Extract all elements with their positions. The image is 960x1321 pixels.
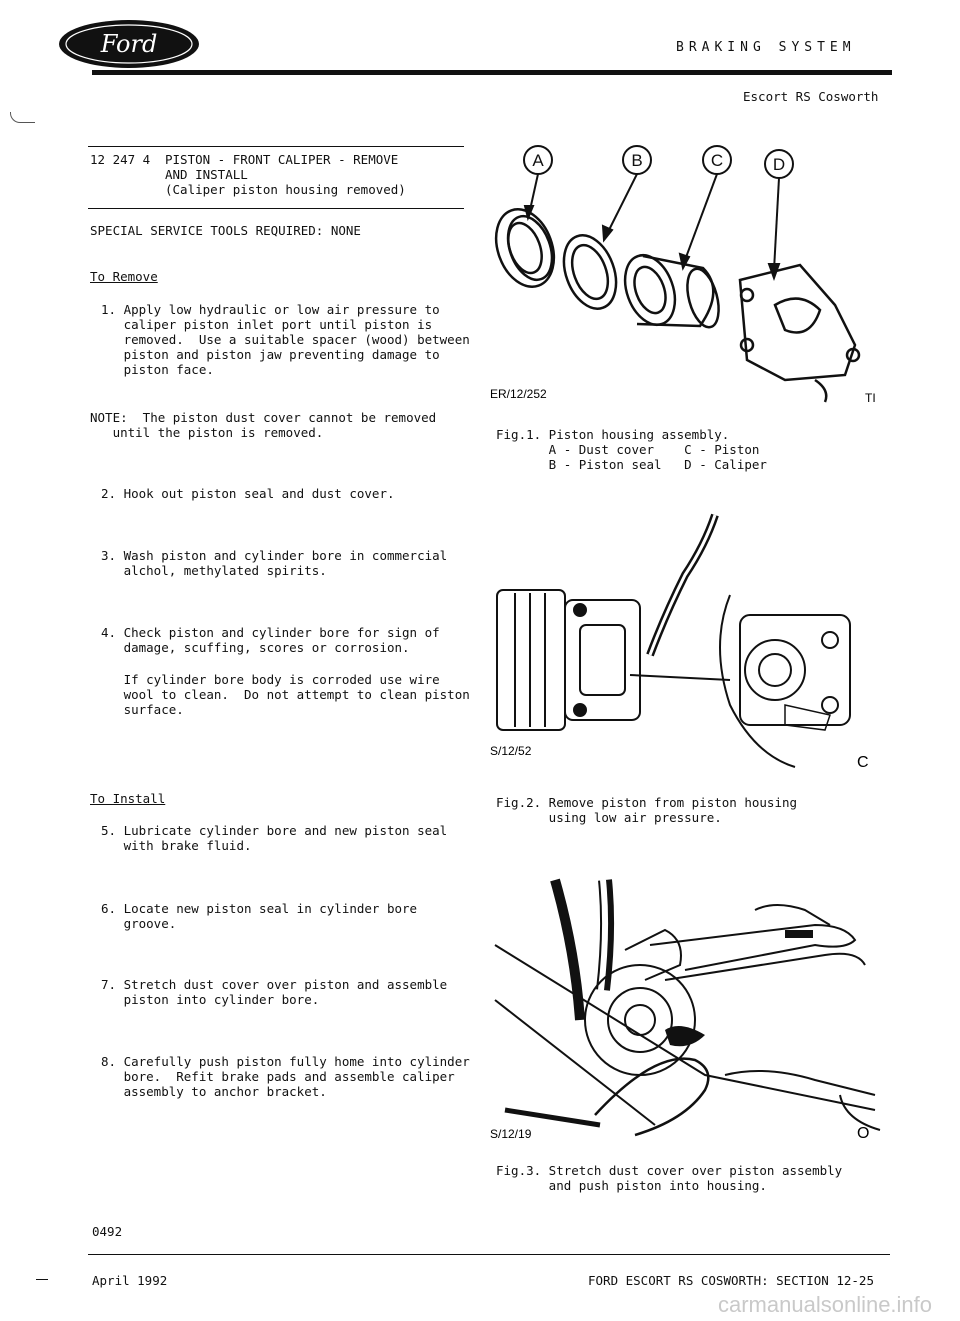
footer-rule <box>88 1254 890 1255</box>
title-bottom-rule <box>88 208 464 209</box>
watermark: carmanualsonline.info <box>718 1292 933 1317</box>
special-tools: SPECIAL SERVICE TOOLS REQUIRED: NONE <box>90 223 361 238</box>
step-4-detail: If cylinder bore body is corroded use wire wool to clean. Do not attempt to clean piston surface. <box>123 672 470 717</box>
procedure-title-2: AND INSTALL <box>165 167 248 182</box>
page-code: 0492 <box>92 1224 123 1239</box>
procedure-title-1: PISTON - FRONT CALIPER - REMOVE <box>165 152 399 167</box>
ford-logo <box>57 18 202 70</box>
footer-date: April 1992 <box>92 1273 168 1288</box>
vehicle-name: Escort RS Cosworth <box>743 89 879 104</box>
callout-b: B <box>631 151 643 170</box>
ford-oval-icon <box>57 18 202 70</box>
step-1: 1. Apply low hydraulic or low air pressure to caliper piston inlet port until piston is removed. Use a suitable spacer (wood) between piston and piston jaw preventing damage to piston face. <box>101 302 470 377</box>
step-6: 6. Locate new piston seal in cylinder bore groove. <box>101 901 418 931</box>
margin-dash <box>36 1279 48 1280</box>
install-heading: To Install <box>90 791 166 806</box>
step-4: 4. Check piston and cylinder bore for sign of damage, scuffing, scores or corrosion. <box>101 625 440 655</box>
footer-section-ref: FORD ESCORT RS COSWORTH: SECTION 12-25 <box>588 1273 874 1288</box>
fig1-code: ER/12/252 <box>490 387 547 401</box>
piston-housing-exploded-illustration <box>485 140 885 410</box>
fig2-code: S/12/52 <box>490 744 532 758</box>
procedure-title-3: (Caliper piston housing removed) <box>165 182 406 197</box>
callout-a: A <box>532 151 544 170</box>
logo-text: Ford <box>100 30 158 58</box>
note: NOTE: The piston dust cover cannot be removed until the piston is removed. <box>90 410 437 440</box>
procedure-number: 12 247 4 <box>90 152 151 167</box>
section-title: BRAKING SYSTEM <box>676 40 856 55</box>
caliper-air-pressure-illustration <box>485 505 885 770</box>
step-7: 7. Stretch dust cover over piston and assemble piston into cylinder bore. <box>101 977 448 1007</box>
figure-1 <box>485 140 885 410</box>
title-top-rule <box>88 146 464 147</box>
piston-install-illustration <box>485 870 885 1145</box>
margin-mark <box>10 112 35 123</box>
fig2-caption: Fig.2. Remove piston from piston housing using low air pressure. <box>496 795 798 825</box>
step-5: 5. Lubricate cylinder bore and new piston seal with brake fluid. <box>101 823 448 853</box>
fig1-caption: Fig.1. Piston housing assembly. A - Dust cover C - Piston B - Piston seal D - Caliper <box>496 427 767 472</box>
figure-3 <box>485 870 885 1145</box>
fig2-corner: C <box>857 754 869 770</box>
fig3-caption: Fig.3. Stretch dust cover over piston assembly and push piston into housing. <box>496 1163 843 1193</box>
callout-c: C <box>710 151 724 170</box>
figure-2 <box>485 505 885 770</box>
remove-heading: To Remove <box>90 269 158 284</box>
fig1-corner: TI <box>865 391 876 405</box>
step-3: 3. Wash piston and cylinder bore in commercial alchol, methylated spirits. <box>101 548 448 578</box>
header-rule <box>92 70 892 75</box>
step-8: 8. Carefully push piston fully home into cylinder bore. Refit brake pads and assemble caliper assembly to anchor bracket. <box>101 1054 470 1099</box>
callout-d: D <box>772 155 786 174</box>
fig3-corner: O <box>857 1125 870 1142</box>
fig3-code: S/12/19 <box>490 1127 532 1141</box>
step-2: 2. Hook out piston seal and dust cover. <box>101 486 395 501</box>
